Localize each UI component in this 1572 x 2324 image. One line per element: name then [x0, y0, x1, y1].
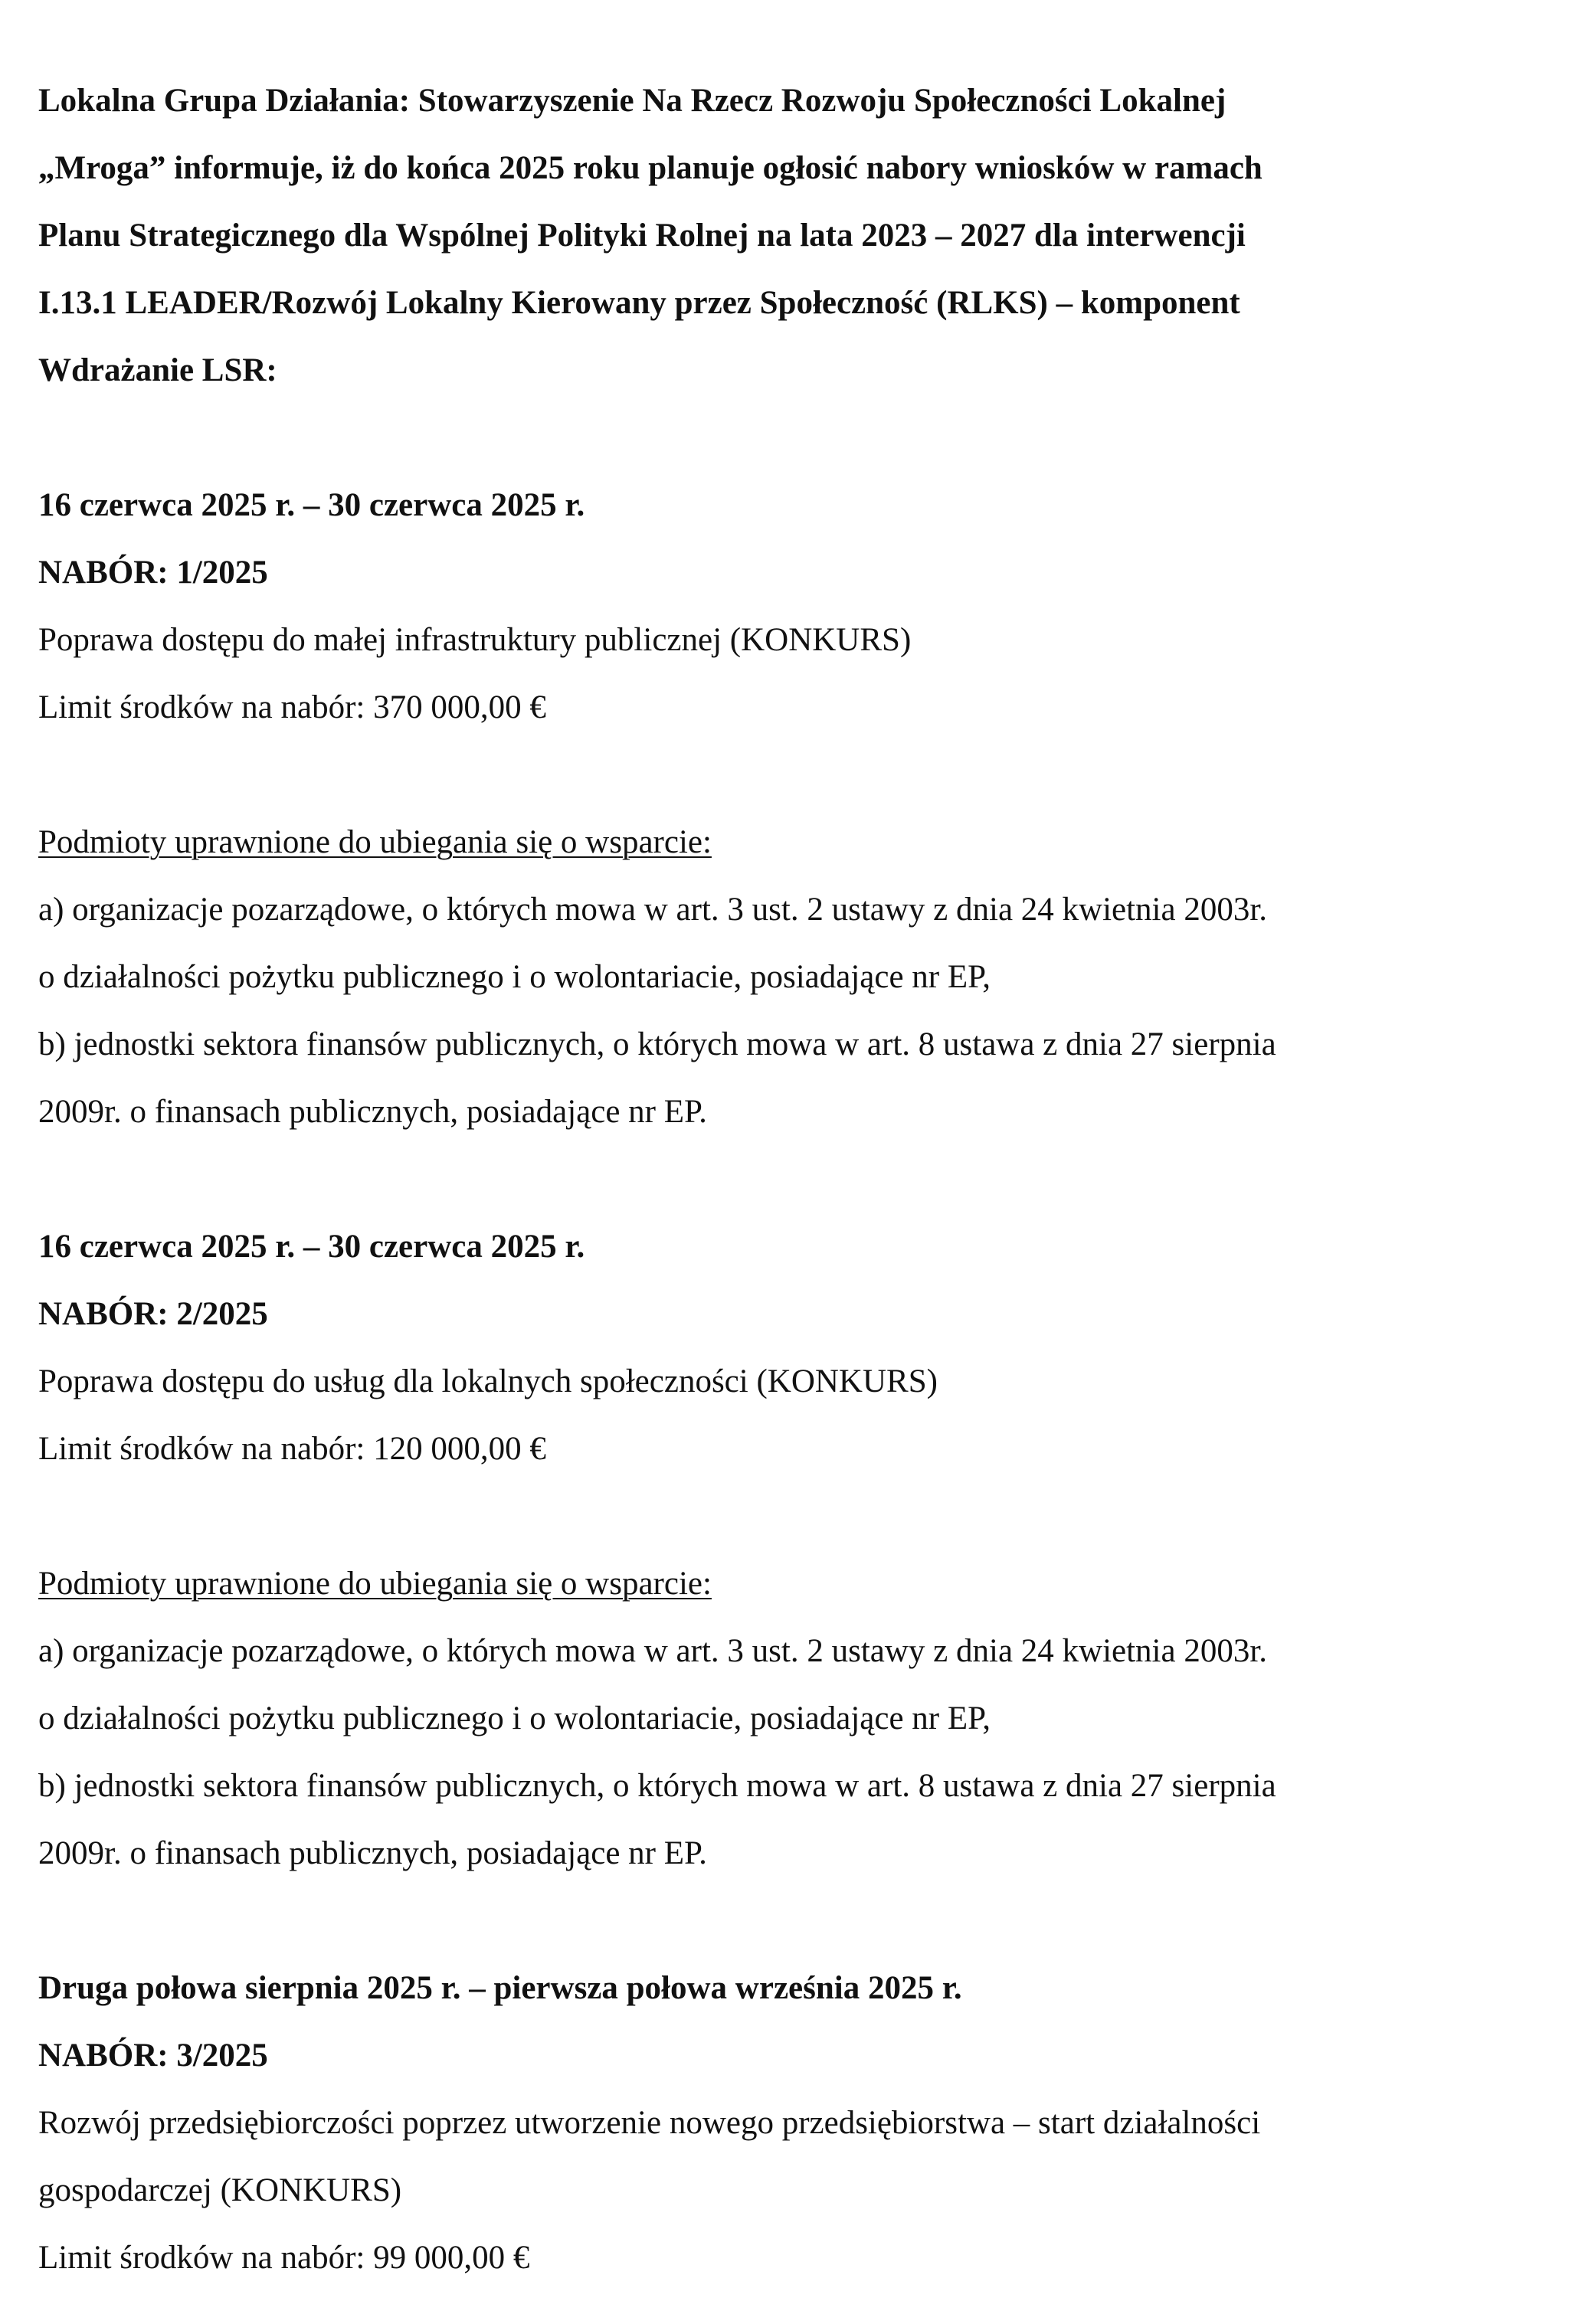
call-dates: 16 czerwca 2025 r. – 30 czerwca 2025 r. — [38, 1229, 585, 1265]
spacer — [38, 1483, 1540, 1550]
eligible-line: b) jednostki sektora finansów publicznych, o których mowa w art. 8 ustawa z dnia 27 sierpnia — [38, 1768, 1276, 1804]
call-scope: Poprawa dostępu do małej infrastruktury publicznej (KONKURS) — [38, 622, 912, 658]
intro-line: Planu Strategicznego dla Wspólnej Polityki Rolnej na lata 2023 – 2027 dla interwencji — [38, 218, 1246, 254]
spacer — [38, 1887, 1540, 1955]
eligible-heading: Podmioty uprawnione do ubiegania się o wsparcie: — [38, 1566, 712, 1602]
eligible-line: o działalności pożytku publicznego i o wolontariacie, posiadające nr EP, — [38, 1700, 991, 1736]
call-section-1 — [38, 472, 1540, 1146]
spacer — [38, 741, 1540, 809]
document-page — [38, 67, 1540, 2292]
eligible-line: 2009r. o finansach publicznych, posiadające nr EP. — [38, 1094, 707, 1130]
call-number: NABÓR: 3/2025 — [38, 2038, 268, 2074]
call-limit: Limit środków na nabór: 120 000,00 € — [38, 1431, 546, 1467]
call-dates: Druga połowa sierpnia 2025 r. – pierwsza połowa września 2025 r. — [38, 1970, 962, 2006]
call-scope: Poprawa dostępu do usług dla lokalnych społeczności (KONKURS) — [38, 1363, 938, 1399]
eligible-line: b) jednostki sektora finansów publicznych, o których mowa w art. 8 ustawa z dnia 27 sierpnia — [38, 1026, 1276, 1062]
eligible-line: a) organizacje pozarządowe, o których mowa w art. 3 ust. 2 ustawy z dnia 24 kwietnia 2003r. — [38, 1633, 1268, 1669]
intro-line: I.13.1 LEADER/Rozwój Lokalny Kierowany przez Społeczność (RLKS) – komponent — [38, 285, 1240, 321]
spacer — [38, 1146, 1540, 1213]
intro-paragraph — [38, 67, 1540, 404]
call-scope: gospodarczej (KONKURS) — [38, 2172, 402, 2208]
call-number: NABÓR: 2/2025 — [38, 1296, 268, 1332]
spacer — [38, 404, 1540, 472]
call-number: NABÓR: 1/2025 — [38, 555, 268, 591]
call-section-3 — [38, 1955, 1540, 2292]
call-section-2 — [38, 1213, 1540, 1887]
call-dates: 16 czerwca 2025 r. – 30 czerwca 2025 r. — [38, 487, 585, 523]
intro-line: „Mroga” informuje, iż do końca 2025 roku planuje ogłosić nabory wniosków w ramach — [38, 150, 1263, 186]
eligible-line: a) organizacje pozarządowe, o których mowa w art. 3 ust. 2 ustawy z dnia 24 kwietnia 2003r. — [38, 892, 1268, 928]
eligible-line: o działalności pożytku publicznego i o wolontariacie, posiadające nr EP, — [38, 959, 991, 995]
call-limit: Limit środków na nabór: 99 000,00 € — [38, 2240, 530, 2276]
call-limit: Limit środków na nabór: 370 000,00 € — [38, 689, 546, 725]
intro-line: Lokalna Grupa Działania: Stowarzyszenie Na Rzecz Rozwoju Społeczności Lokalnej — [38, 83, 1226, 119]
call-scope: Rozwój przedsiębiorczości poprzez utworzenie nowego przedsiębiorstwa – start działalności — [38, 2105, 1261, 2141]
intro-line: Wdrażanie LSR: — [38, 352, 277, 388]
eligible-heading: Podmioty uprawnione do ubiegania się o wsparcie: — [38, 824, 712, 860]
eligible-line: 2009r. o finansach publicznych, posiadające nr EP. — [38, 1835, 707, 1871]
